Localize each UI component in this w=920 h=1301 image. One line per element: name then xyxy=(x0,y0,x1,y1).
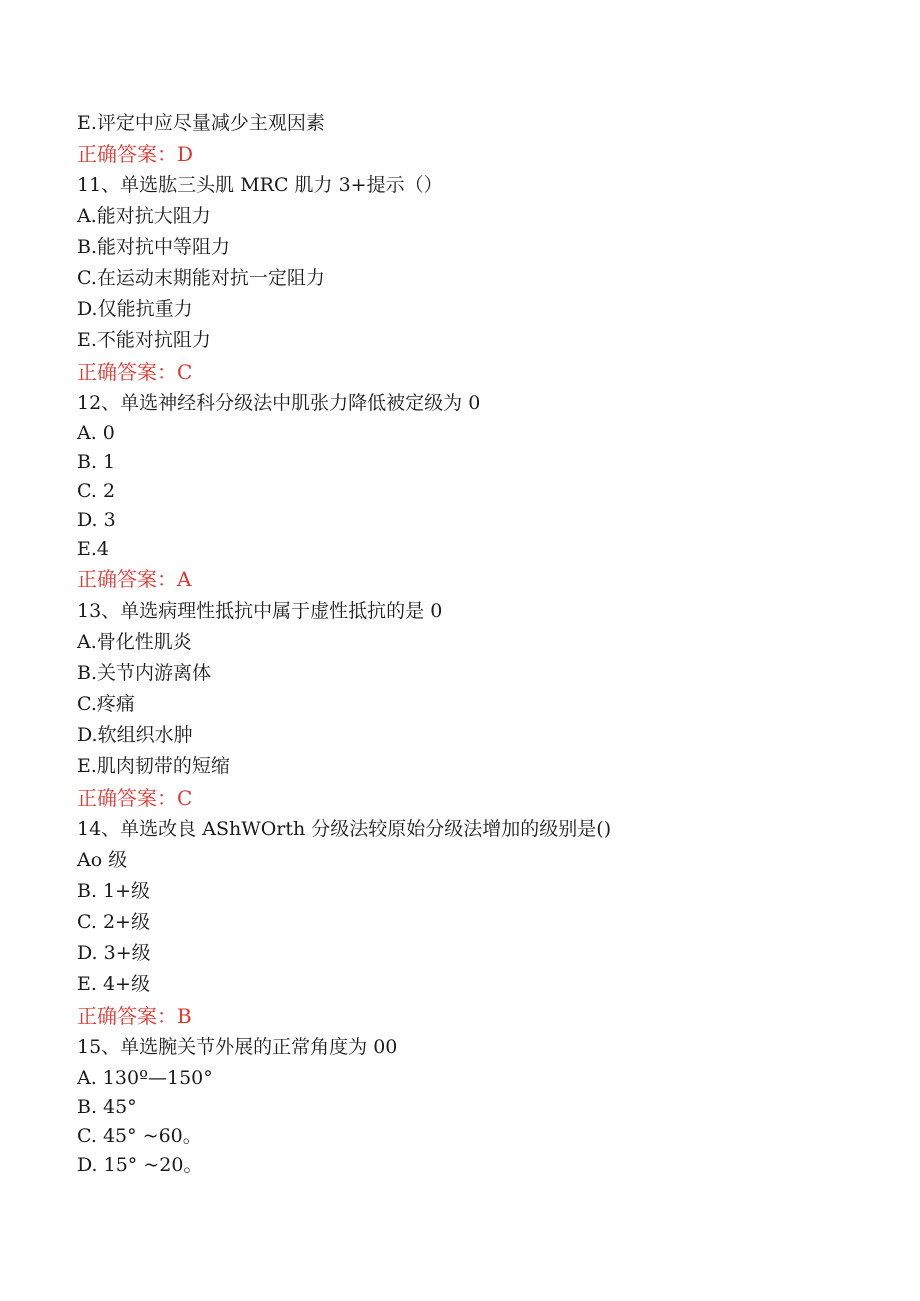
option-line: B.关节内游离体 xyxy=(77,662,212,684)
option-line: A.能对抗大阻力 xyxy=(77,205,211,227)
option-line: D. 15° ~20。 xyxy=(77,1154,203,1176)
option-line: C. 2 xyxy=(77,480,116,502)
question-line: 13、单选病理性抵抗中属于虚性抵抗的是 0 xyxy=(77,600,443,622)
answer-line: 正确答案：C xyxy=(77,360,193,384)
option-line: E.肌肉韧带的短缩 xyxy=(77,755,230,777)
option-line: A. 0 xyxy=(77,422,115,444)
option-line: E.评定中应尽量减少主观因素 xyxy=(77,112,325,134)
option-line: D. 3+级 xyxy=(77,942,151,964)
option-line: C.疼痛 xyxy=(77,693,135,715)
option-line: E.不能对抗阻力 xyxy=(77,329,211,351)
option-line: B. 1+级 xyxy=(77,880,151,902)
answer-line: 正确答案：B xyxy=(77,1004,192,1028)
question-line: 15、单选腕关节外展的正常角度为 00 xyxy=(77,1036,398,1058)
option-line: C. 2+级 xyxy=(77,911,150,933)
option-line: Ao 级 xyxy=(77,849,128,871)
question-line: 14、单选改良 AShWOrth 分级法较原始分级法增加的级别是() xyxy=(77,818,612,840)
answer-line: 正确答案：D xyxy=(77,142,194,166)
option-line: E. 4+级 xyxy=(77,973,150,995)
option-line: A. 130º—150° xyxy=(77,1067,213,1089)
option-line: D.软组织水肿 xyxy=(77,724,193,746)
option-line: B.能对抗中等阻力 xyxy=(77,236,231,258)
option-line: D. 3 xyxy=(77,509,116,531)
option-line: A.骨化性肌炎 xyxy=(77,631,192,653)
question-line: 12、单选神经科分级法中肌张力降低被定级为 0 xyxy=(77,392,481,414)
answer-line: 正确答案：A xyxy=(77,567,192,591)
option-line: C.在运动末期能对抗一定阻力 xyxy=(77,267,325,289)
option-line: B. 1 xyxy=(77,451,116,473)
question-line: 11、单选肱三头肌 MRC 肌力 3+提示（） xyxy=(77,174,443,196)
option-line: D.仅能抗重力 xyxy=(77,298,193,320)
answer-line: 正确答案：C xyxy=(77,786,193,810)
option-line: C. 45° ~60。 xyxy=(77,1125,202,1147)
option-line: B. 45° xyxy=(77,1096,137,1118)
option-line: E.4 xyxy=(77,538,109,560)
